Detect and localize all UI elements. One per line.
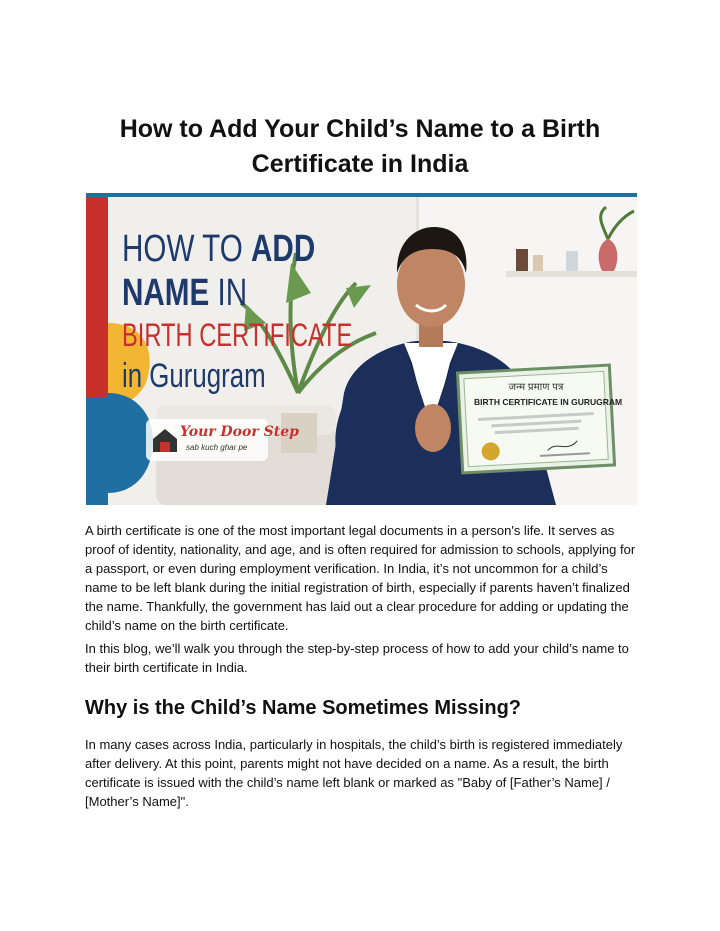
hero-headline-line2 xyxy=(122,273,247,313)
brand-logo xyxy=(146,419,299,461)
blog-paragraph: In this blog, we’ll walk you through the step-by-step process of how to add your child’s name to their birth certificate in India. xyxy=(85,641,629,675)
hero-headline-line1 xyxy=(122,229,315,269)
certificate-title: BIRTH CERTIFICATE IN GURUGRAM xyxy=(474,397,623,407)
intro-paragraph: A birth certificate is one of the most important legal documents in a person's life. It serves as proof of identity, nationality, and age, and is often required for admission to schools, applying for a passport, or even during employment verification. In India, it’s not uncommon for a child’s name to be left blank during the initial registration of birth, especially if parents haven’t finalized the name. Thankfully, the government has laid out a clear procedure for adding or updating the child’s name on the birth certificate. xyxy=(85,523,636,633)
house-icon xyxy=(150,425,180,455)
section-heading: Why is the Child’s Name Sometimes Missing? xyxy=(85,697,522,719)
certificate-hindi-title: जन्म प्रमाण पत्र xyxy=(508,382,564,393)
page-title: How to Add Your Child’s Name to a Birth Certificate in India xyxy=(119,115,601,178)
logo-name: Your Door Step xyxy=(180,424,299,440)
hero-image xyxy=(86,193,637,505)
hero-headline-name: NAME xyxy=(122,272,210,314)
hero-headline-line4: in Gurugram xyxy=(122,357,266,395)
section-paragraph: In many cases across India, particularly in hospitals, the child’s birth is registered immediately after delivery. At this point, parents might not have decided on a name. As a result, the birth certificate is issued with the child’s name left blank or marked as "Baby of [Father’s Name] / [Mother’s Name]". xyxy=(85,737,623,809)
logo-tagline: sab kuch ghar pe xyxy=(186,443,248,452)
hero-headline-line3: BIRTH CERTIFICATE xyxy=(122,317,353,353)
hero-headline-how-to: HOW TO xyxy=(122,228,252,270)
hero-headline-in: IN xyxy=(209,272,248,314)
hero-headline-add: ADD xyxy=(251,228,316,270)
